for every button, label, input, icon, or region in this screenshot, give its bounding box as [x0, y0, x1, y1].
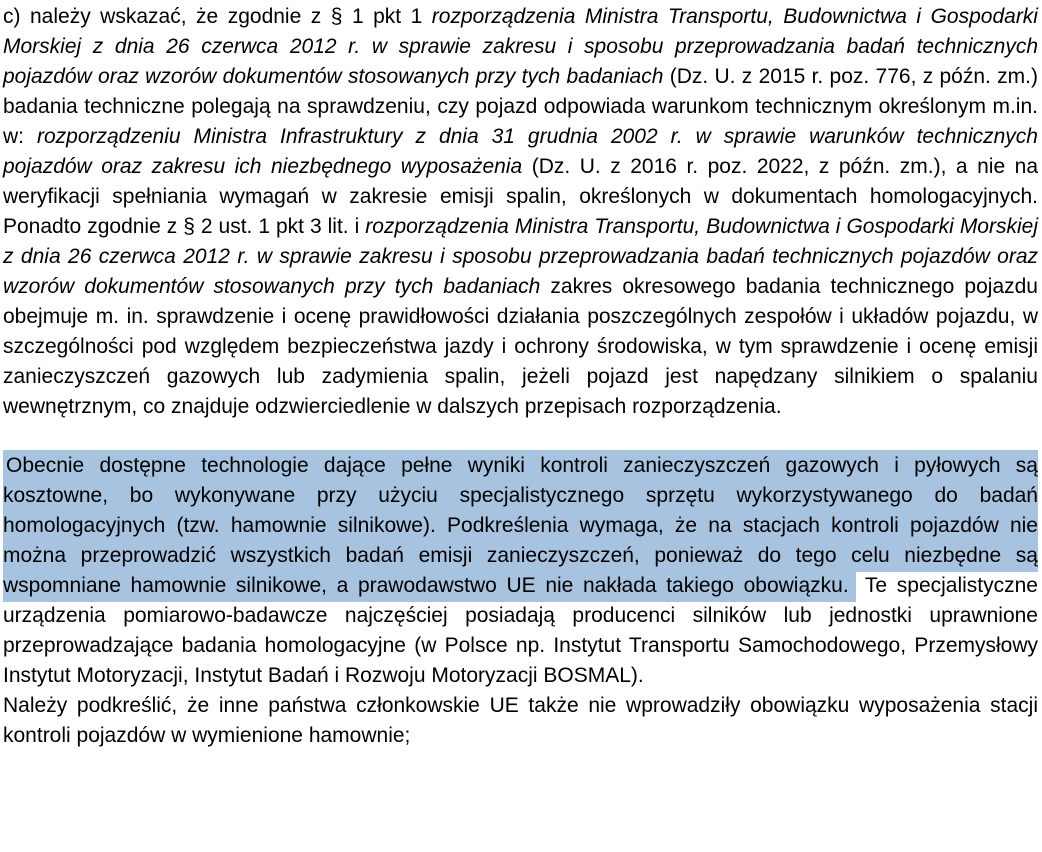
- paragraph-member-states: [3, 691, 1038, 751]
- text-segment: (Dz. U. z 2016 r. poz. 2022, z późn. zm.), a nie na weryfikacji spełniania wymagań w zakresie emisji spalin, określonych w dokumentach homologacyjnych. Ponadto zgodnie z § 2 ust. 1 pkt 3 lit. i: [3, 155, 1039, 238]
- text-segment: Należy podkreślić, że inne państwa członkowskie UE także nie wprowadziły obowiązku wyposażenia stacji kontroli pojazdów w wymienione hamownie;: [3, 694, 1038, 747]
- highlighted-text: Obecnie dostępne technologie dające pełne wyniki kontroli zanieczyszczeń gazowych i pyłowych są kosztowne, bo wykonywane przy użyciu specjalistycznego sprzętu wykorzystywanego do badań homologacyjnych (tzw. hamownie silnikowe). Podkreślenia wymaga, że na stacjach kontroli pojazdów nie można przeprowadzić wszystkich badań emisji zanieczyszczeń, ponieważ do tego celu niezbędne są wspomniane hamownie silnikowe, a prawodawstwo UE nie nakłada takiego obowiązku.: [3, 450, 1038, 602]
- italic-citation-text: rozporządzenia Ministra Transportu, Budownictwa i Gospodarki Morskiej z dnia 26 czerwca 2012 r. w sprawie zakresu i sposobu przeprowadzania badań technicznych pojazdów oraz wzorów dokumentów stosowanych przy tych badaniach: [3, 215, 1038, 298]
- text-segment: zakres okresowego badania technicznego pojazdu obejmuje m. in. sprawdzenie i ocenę prawidłowości działania poszczególnych zespołów i układów pojazdu, w szczególności pod względem bezpieczeństwa jazdy i ochrony środowiska, w tym sprawdzenie i ocenę emisji zanieczyszczeń gazowych lub zadymienia spalin, jeżeli pojazd jest napędzany silnikiem o spalaniu wewnętrznym, co znajduje odzwierciedlenie w dalszych przepisach rozporządzenia.: [3, 275, 1038, 418]
- paragraph-emission-testing: [3, 451, 1038, 691]
- italic-citation-text: rozporządzenia Ministra Transportu, Budownictwa i Gospodarki Morskiej z dnia 26 czerwca 2012 r. w sprawie zakresu i sposobu przeprowadzania badań technicznych pojazdów oraz wzorów dokumentów stosowanych przy tych badaniach: [3, 5, 1038, 88]
- paragraph-legal-basis: [3, 2, 1038, 422]
- italic-citation-text: rozporządzeniu Ministra Infrastruktury z dnia 31 grudnia 2002 r. w sprawie warunków technicznych pojazdów oraz zakresu ich niezbędnego wyposażenia: [3, 125, 1038, 178]
- text-segment: Te specjalistyczne urządzenia pomiarowo-badawcze najczęściej posiadają producenci silników lub jednostki uprawnione przeprowadzające badania homologacyjne (w Polsce np. Instytut Transportu Samochodowego, Przemysłowy Instytut Motoryzacji, Instytut Badań i Rozwoju Motoryzacji BOSMAL).: [3, 574, 1038, 687]
- text-segment: c) należy wskazać, że zgodnie z § 1 pkt 1: [3, 5, 432, 28]
- text-segment: (Dz. U. z 2015 r. poz. 776, z późn. zm.) badania techniczne polegają na sprawdzeniu, czy pojazd odpowiada warunkom technicznym określonym m.in. w:: [3, 65, 1038, 148]
